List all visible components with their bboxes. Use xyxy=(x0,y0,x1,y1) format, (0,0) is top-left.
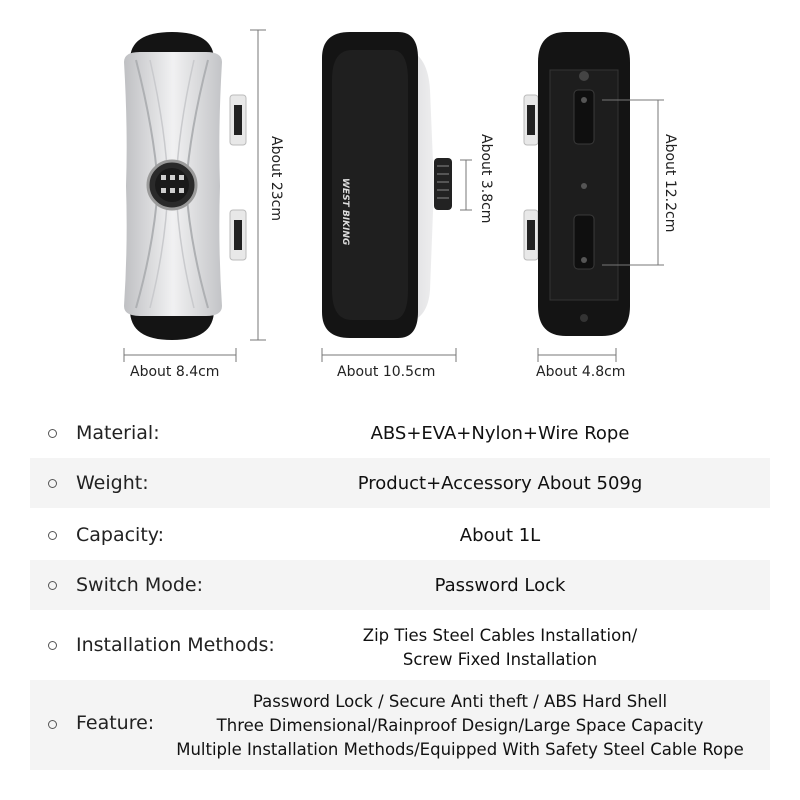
spec-value xyxy=(230,472,770,495)
brand-logo-text: WEST BIKING xyxy=(340,178,350,246)
spec-value-line: About 1L xyxy=(459,525,541,546)
side-view xyxy=(310,0,510,400)
front-view-illustration xyxy=(110,0,290,400)
spec-label: Installation Methods: xyxy=(76,634,275,656)
bullet-icon xyxy=(48,581,57,590)
spec-row-capacity xyxy=(30,510,770,560)
spec-row-weight xyxy=(30,458,770,508)
front-width-label: About 8.4cm xyxy=(130,364,220,380)
side-depth-label: About 3.8cm xyxy=(478,134,494,224)
spec-value-line: Product+Accessory About 509g xyxy=(357,473,643,494)
spec-value-line: Password Lock xyxy=(434,575,566,596)
front-view xyxy=(110,0,290,400)
bullet-icon xyxy=(48,531,57,540)
back-height-label: About 12.2cm xyxy=(662,134,678,233)
spec-row-feature xyxy=(30,680,770,770)
spec-label: Feature: xyxy=(76,712,155,734)
spec-value xyxy=(230,624,770,672)
spec-value-line: Three Dimensional/Rainproof Design/Large Space Capacity xyxy=(216,715,704,735)
spec-value xyxy=(230,524,770,547)
spec-value-line: Zip Ties Steel Cables Installation/ xyxy=(362,626,638,645)
spec-row-switch-mode xyxy=(30,560,770,610)
spec-label: Material: xyxy=(76,422,160,444)
spec-row-material xyxy=(30,410,770,456)
spec-label: Capacity: xyxy=(76,524,165,546)
bullet-icon xyxy=(48,479,57,488)
spec-row-installation-methods xyxy=(30,612,770,678)
spec-value xyxy=(230,574,770,597)
front-height-label: About 23cm xyxy=(268,136,284,221)
spec-value-line: Screw Fixed Installation xyxy=(402,649,598,669)
side-width-label: About 10.5cm xyxy=(337,364,436,380)
spec-label: Switch Mode: xyxy=(76,574,204,596)
spec-value-line: Password Lock / Secure Anti theft / ABS Hard Shell xyxy=(252,692,668,711)
spec-value xyxy=(230,422,770,445)
bullet-icon xyxy=(48,720,57,729)
spec-value xyxy=(150,690,770,762)
bullet-icon xyxy=(48,429,57,438)
spec-value-line: ABS+EVA+Nylon+Wire Rope xyxy=(370,423,630,444)
back-width-label: About 4.8cm xyxy=(536,364,626,380)
spec-label: Weight: xyxy=(76,472,149,494)
bullet-icon xyxy=(48,641,57,650)
spec-value-line: Multiple Installation Methods/Equipped With Safety Steel Cable Rope xyxy=(176,739,744,759)
back-view xyxy=(520,0,690,400)
